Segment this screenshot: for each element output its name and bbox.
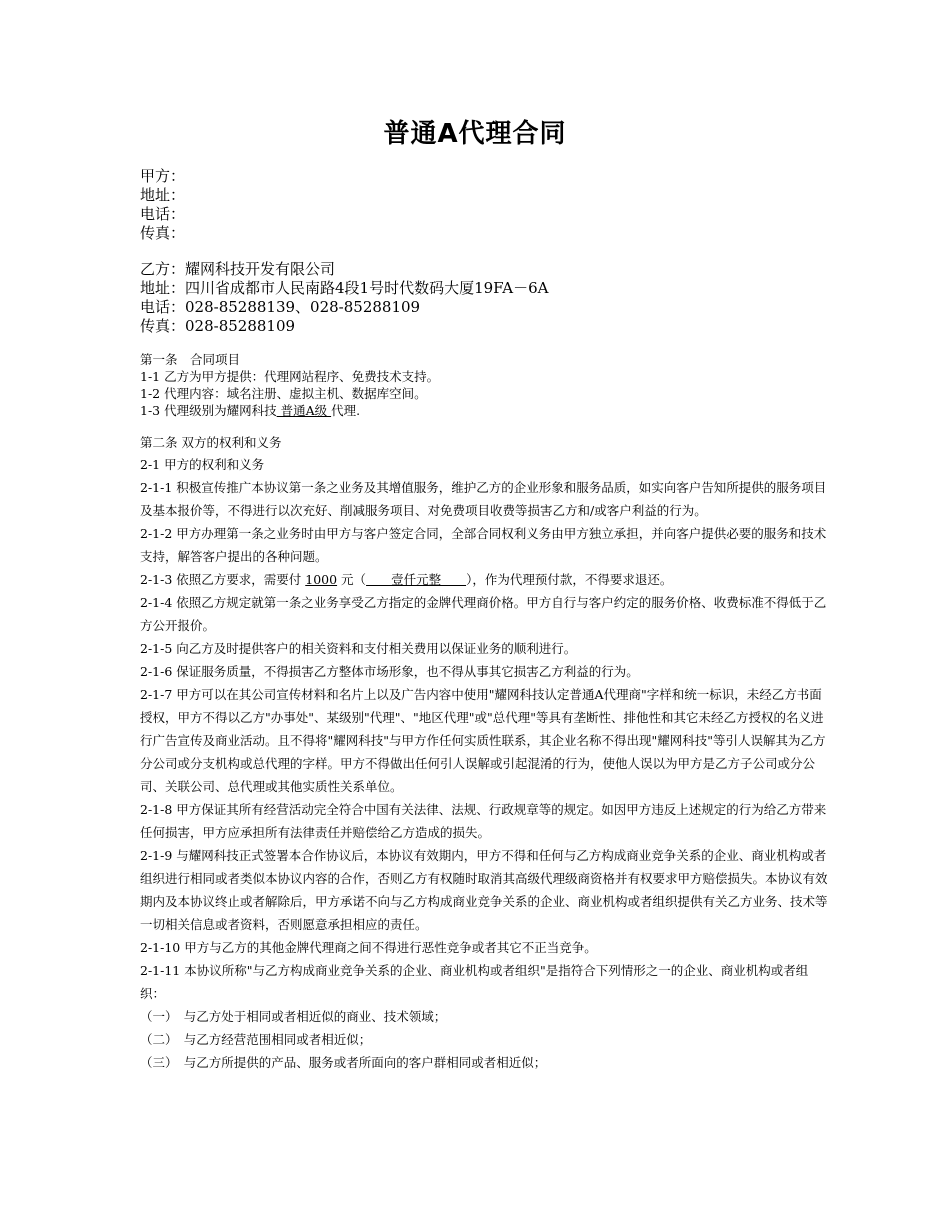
list-item-2: （二） 与乙方经营范围相同或者相近似； xyxy=(140,1032,372,1047)
clause-2-1-5: 2-1-5 向乙方及时提供客户的相关资料和支付相关费用以保证业务的顺利进行。 xyxy=(140,641,577,656)
agent-level-field: 普通A级 xyxy=(276,403,332,418)
party-a-fax: 传真： xyxy=(140,224,186,242)
article-1-heading: 第一条 合同项目 xyxy=(140,352,241,367)
list-item-1: （一） 与乙方处于相同或者相近似的商业、技术领域； xyxy=(140,1009,447,1024)
article-1-item-1: 1-1 乙方为甲方提供：代理网站程序、免费技术支持。 xyxy=(140,369,440,384)
document-title: 普通A代理合同 xyxy=(383,119,567,149)
clause-2-1-3 xyxy=(140,568,830,591)
party-a-label: 甲方： xyxy=(140,167,186,185)
clause-2-1-3-unit: 元（ xyxy=(337,572,367,587)
article-1 xyxy=(140,351,830,419)
party-b-fax: 传真：028-85288109 xyxy=(140,317,296,335)
clause-2-1-8: 2-1-8 甲方保证其所有经营活动完全符合中国有关法律、法规、行政规章等的规定。如因甲方违反上述规定的行为给乙方带来任何损害，甲方应承担所有法律责任并赔偿给乙方造成的损失。 xyxy=(140,802,827,840)
party-a-phone: 电话： xyxy=(140,205,186,223)
clause-2-1-4: 2-1-4 依照乙方规定就第一条之业务享受乙方指定的金牌代理商价格。甲方自行与客户约定的服务价格、收费标准不得低于乙方公开报价。 xyxy=(140,595,827,633)
clause-2-1-2: 2-1-2 甲方办理第一条之业务时由甲方与客户签定合同，全部合同权利义务由甲方独立承担，并向客户提供必要的服务和技术支持，解答客户提出的各种问题。 xyxy=(140,526,827,564)
item-3-prefix: 1-3 代理级别为耀网科技 xyxy=(140,403,277,418)
clause-2-1-3-suffix: ），作为代理预付款，不得要求退还。 xyxy=(466,572,673,587)
clause-2-1-9: 2-1-9 与耀网科技正式签署本合作协议后，本协议有效期内，甲方不得和任何与乙方构成商业竞争关系的企业、商业机构或者组织进行相同或者类似本协议内容的合作，否则乙方有权随时取消其高级代理级商资格并有权要求甲方赔偿损失。本协议有效期内及本协议终止或者解除后，甲方承诺不向与乙方构成商业竞争关系的企业、商业机构或者组织提供有关乙方业务、技术等一切相关信息或者资料，否则愿意承担相应的责任。 xyxy=(140,848,828,932)
clause-2-1-11: 2-1-11 本协议所称"与乙方构成商业竞争关系的企业、商业机构或者组织"是指符合下列情形之一的企业、商业机构或者组织： xyxy=(140,963,809,1001)
clause-2-1-7: 2-1-7 甲方可以在其公司宣传材料和名片上以及广告内容中使用"耀网科技认定普通A代理商"字样和统一标识，未经乙方书面授权，甲方不得以乙方"办事处"、某级别"代理"、"地区代理"或"总代理"等具有垄断性、排他性和其它未经乙方授权的名义进行广告宣传及商业活动。且不得将"耀网科技"与甲方作任何实质性联系，其企业名称不得出现"耀网科技"等引人误解其为乙方分公司或分支机构或总代理的字样。甲方不得做出任何引人误解或引起混淆的行为，使他人误以为甲方是乙方子公司或分公司、关联公司、总代理或其他实质性关系单位。 xyxy=(140,687,826,794)
article-1-item-2: 1-2 代理内容：域名注册、虚拟主机、数据库空间。 xyxy=(140,386,427,401)
clause-2-1-1: 2-1-1 积极宣传推广本协议第一条之业务及其增值服务，维护乙方的企业形象和服务品质，如实向客户告知所提供的服务项目及基本报价等，不得进行以次充好、削减服务项目、对免费项目收费等损害乙方和/或客户利益的行为。 xyxy=(140,480,827,518)
item-3-suffix: 代理. xyxy=(331,403,361,418)
prepayment-amount-field: 1000 xyxy=(305,572,338,587)
party-b-name: 乙方：耀网科技开发有限公司 xyxy=(140,260,336,278)
party-a-address: 地址： xyxy=(140,186,186,204)
article-1-item-3 xyxy=(140,402,830,419)
party-b-address: 地址：四川省成都市人民南路4段1号时代数码大厦19FA－6A xyxy=(140,279,549,297)
clause-2-1-10: 2-1-10 甲方与乙方的其他金牌代理商之间不得进行恶性竞争或者其它不正当竞争。 xyxy=(140,940,597,955)
party-b-info xyxy=(140,260,830,336)
article-2-body xyxy=(140,453,830,1074)
article-2-heading-block xyxy=(140,434,830,451)
list-item-3: （三） 与乙方所提供的产品、服务或者所面向的客户群相同或者相近似； xyxy=(140,1055,547,1070)
party-a-info xyxy=(140,167,830,243)
article-2-sub-heading: 2-1 甲方的权利和义务 xyxy=(140,457,265,472)
prepayment-words-field: 壹仟元整 xyxy=(366,572,467,587)
clause-2-1-3-prefix: 2-1-3 依照乙方要求，需要付 xyxy=(140,572,306,587)
article-2-heading: 第二条 双方的权利和义务 xyxy=(140,435,282,450)
party-b-phone: 电话：028-85288139、028-85288109 xyxy=(140,298,421,316)
clause-2-1-6: 2-1-6 保证服务质量，不得损害乙方整体市场形象，也不得从事其它损害乙方利益的行为。 xyxy=(140,664,639,679)
